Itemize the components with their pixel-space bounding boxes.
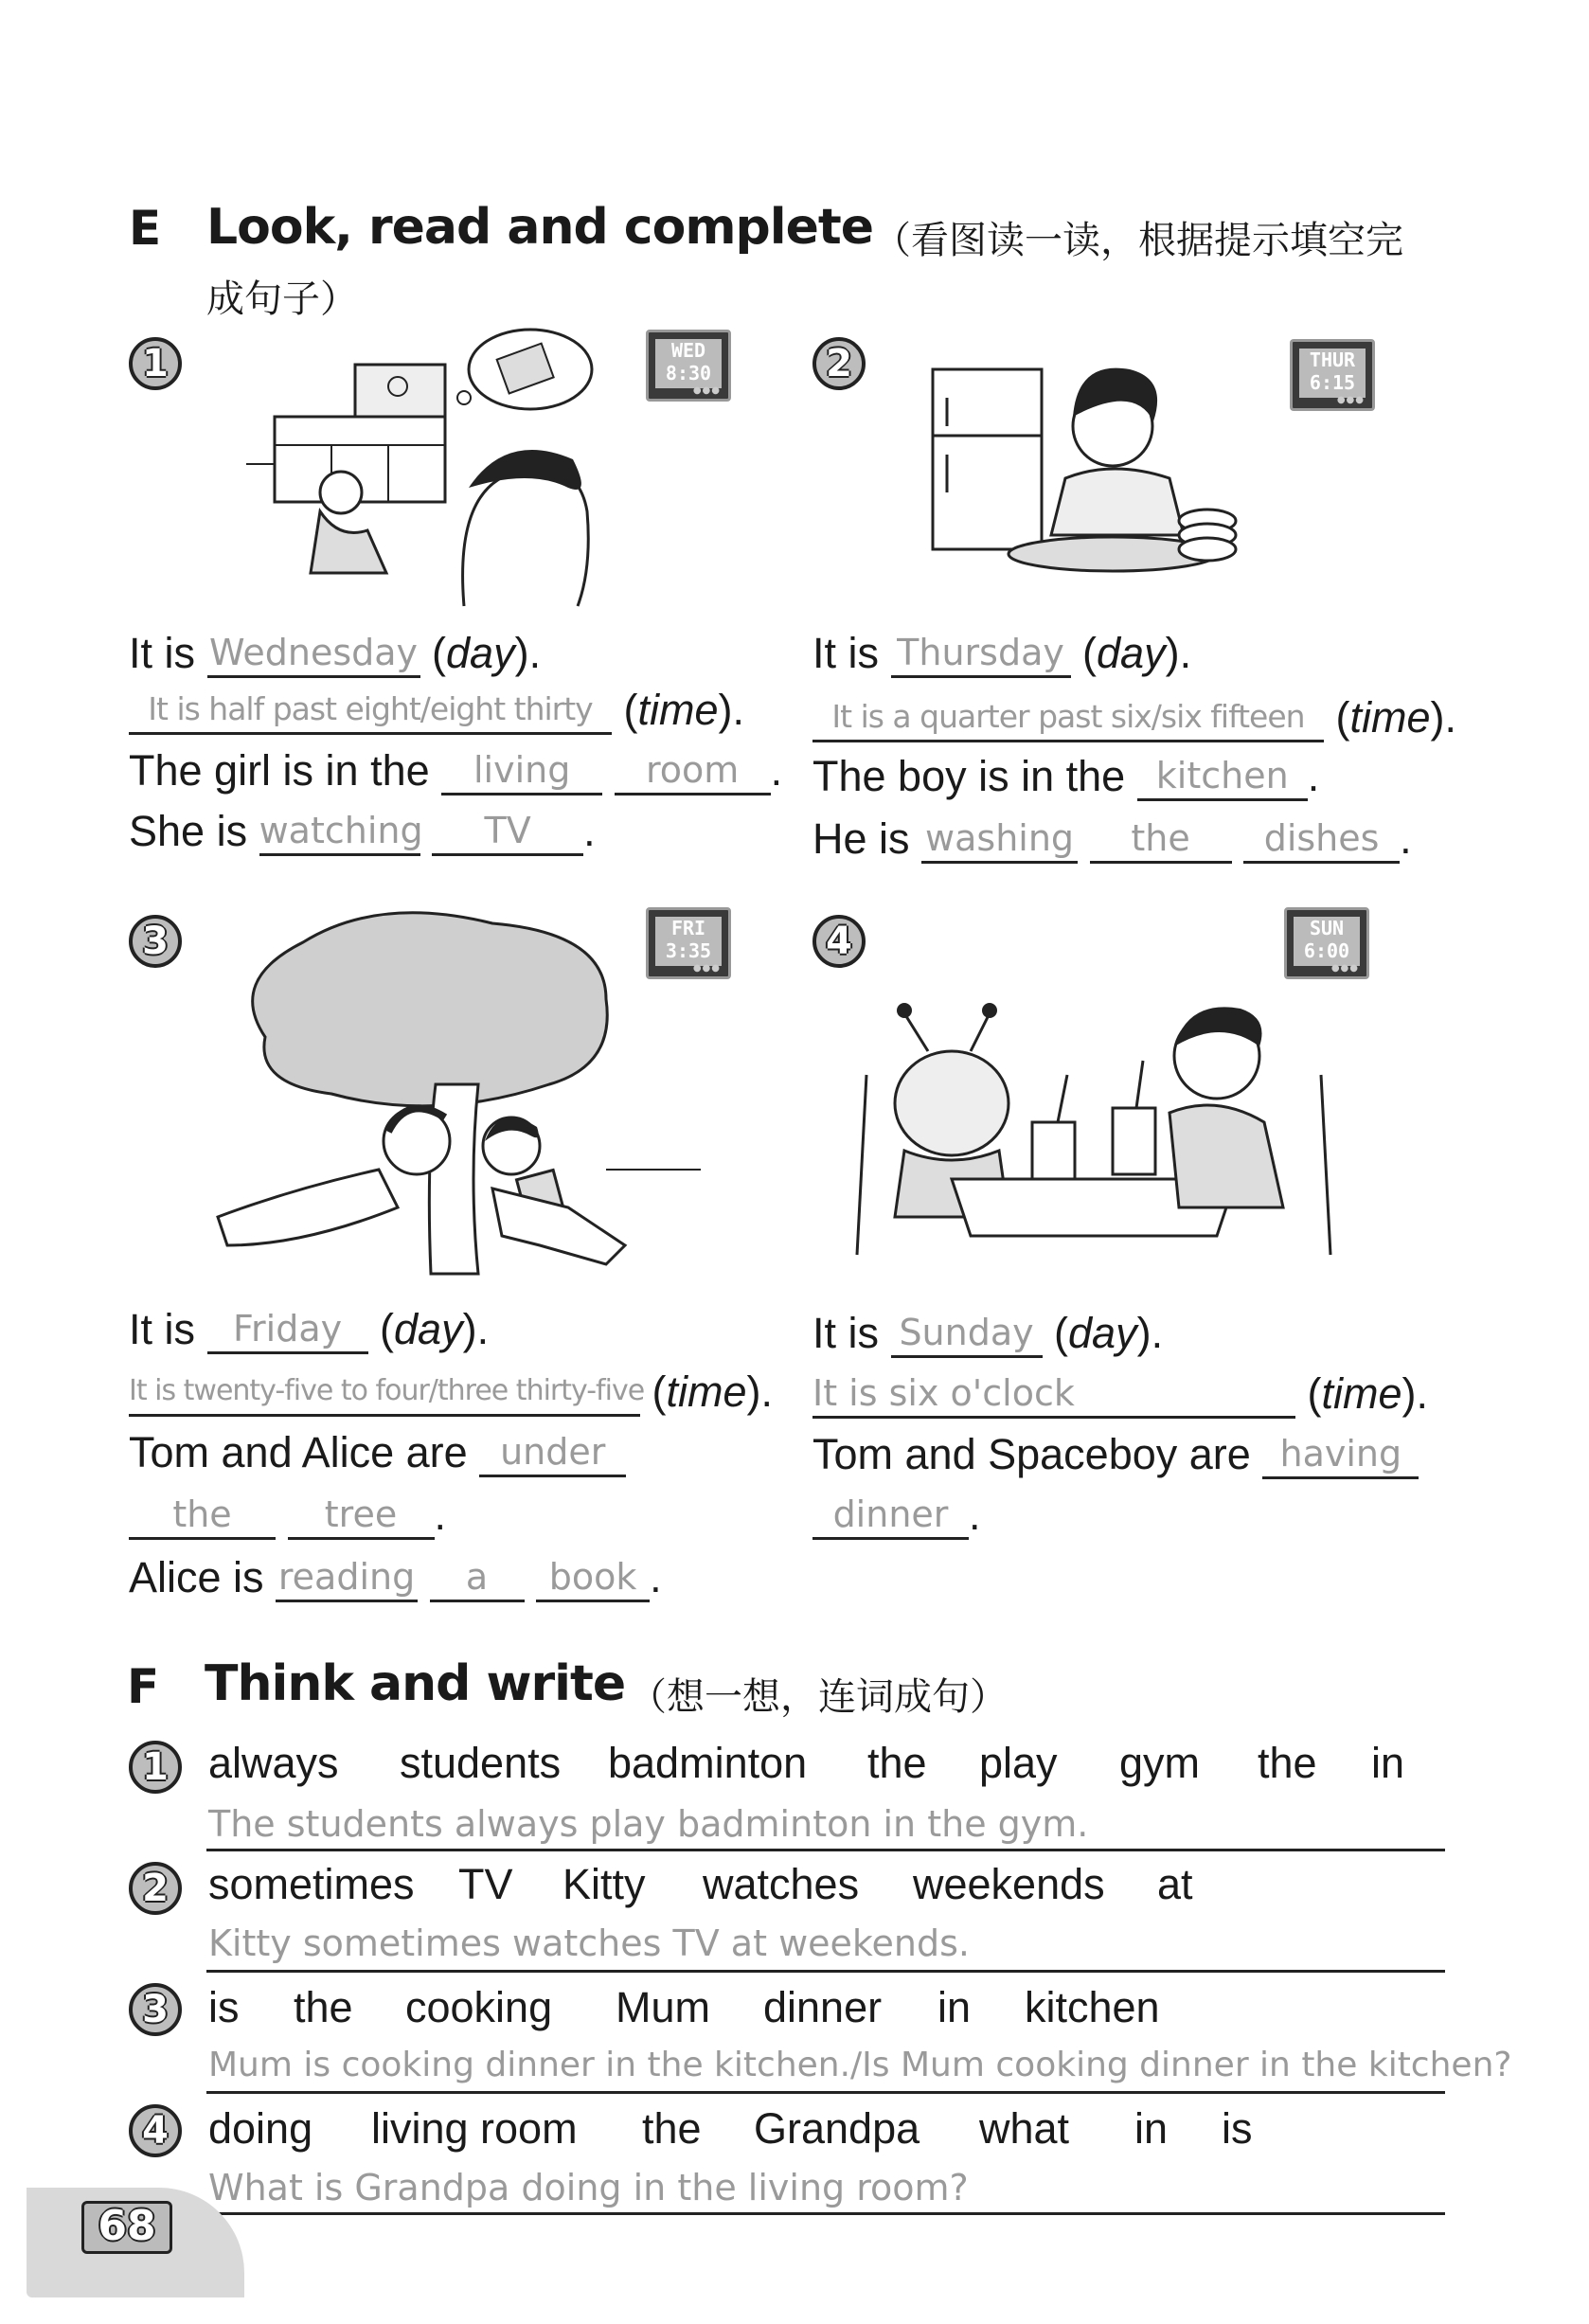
ex4-line-time: It is six o'clock (time).	[812, 1369, 1429, 1418]
f2-word: watches	[703, 1860, 860, 1908]
f1-word: in	[1371, 1739, 1405, 1787]
f3-word: is	[208, 1983, 240, 2031]
clock-3-icon: FRI 3:35 ●●●	[646, 907, 731, 979]
f1-answer-line	[206, 1849, 1445, 1851]
clock-3-time: 3:35	[665, 939, 712, 962]
f4-word: what	[979, 2104, 1070, 2153]
ex3-action-answer-3: book	[536, 1554, 650, 1602]
ex3-action-answer-1: reading	[276, 1554, 418, 1602]
f1-word: gym	[1119, 1739, 1201, 1787]
f3-word: Mum	[616, 1983, 710, 2031]
ex2-line-time: It is a quarter past six/six fifteen (time).	[812, 693, 1456, 742]
section-e-instruction-cont: 成句子）	[206, 277, 358, 321]
section-e-instruction: （看图读一读，根据提示填空完	[873, 219, 1403, 262]
kitchen-illustration	[923, 350, 1264, 587]
ex1-time-hint: time	[637, 686, 719, 734]
ex4-day-hint: day	[1068, 1309, 1137, 1357]
ex4-action-answer-2: dinner	[812, 1492, 969, 1540]
ex3-line-time: It is twenty-five to four/three thirty-five (time).	[129, 1368, 774, 1416]
ex2-day-answer: Thursday	[891, 630, 1071, 678]
ex3-time-answer: It is twenty-five to four/three thirty-five	[129, 1368, 640, 1417]
f1-word: always	[208, 1739, 339, 1787]
f4-word: doing	[208, 2104, 313, 2153]
clock-2-icon: THUR 6:15 ●●●	[1290, 339, 1375, 411]
ex2-action-answer-1: washing	[921, 815, 1078, 864]
ex4-time-hint: time	[1321, 1369, 1402, 1418]
f4-word: is	[1222, 2104, 1253, 2153]
ex4-line-action-cont: dinner .	[812, 1491, 981, 1540]
ex3-day-prefix: It is	[129, 1305, 196, 1353]
ex1-place-answer-1: living	[441, 747, 602, 796]
ex2-action-prefix: He is	[812, 814, 910, 863]
f2-word: weekends	[913, 1860, 1105, 1908]
ex1-line-time: It is half past eight/eight thirty (time).	[129, 686, 744, 735]
ex3-day-answer: Friday	[207, 1306, 368, 1354]
f3-word: dinner	[763, 1983, 883, 2031]
f4-word: Grandpa	[754, 2104, 920, 2153]
clock-4-icon: SUN 6:00 ●●●	[1284, 907, 1369, 979]
ex2-day-prefix: It is	[812, 629, 880, 677]
ex3-line-day: It is Friday (day).	[129, 1305, 490, 1353]
ex4-line-action	[812, 1430, 1419, 1479]
section-f-instruction: （想一想，连词成句）	[629, 1675, 1008, 1719]
ex1-place-prefix: The girl is in the	[129, 746, 430, 795]
ex1-action-answer-1: watching	[259, 808, 420, 856]
ex3-place-prefix: Tom and Alice are	[129, 1428, 468, 1476]
clock-2-day: THUR	[1309, 349, 1356, 371]
ex3-day-hint: day	[394, 1305, 463, 1353]
clock-4-day: SUN	[1309, 917, 1345, 939]
ex2-action-answer-3: dishes	[1243, 815, 1400, 864]
f1-word: badminton	[608, 1739, 808, 1787]
f2-word: sometimes	[208, 1860, 415, 1908]
ex1-line-day: It is Wednesday (day).	[129, 629, 542, 677]
ex4-action-prefix: Tom and Spaceboy are	[812, 1430, 1251, 1478]
ex3-action-answer-2: a	[430, 1554, 525, 1602]
f1-word: play	[979, 1739, 1058, 1787]
ex2-line-place: The boy is in the kitchen .	[812, 752, 1320, 800]
f-number-2: 2	[129, 1862, 182, 1915]
ex2-day-hint: day	[1097, 629, 1166, 677]
clock-1-icon: WED 8:30 ●●●	[646, 330, 731, 402]
f1-word: the	[867, 1739, 927, 1787]
f3-word: in	[937, 1983, 972, 2031]
ex1-line-action: She is watching TV .	[129, 807, 596, 855]
clock-1-day: WED	[670, 339, 706, 362]
ex4-day-answer: Sunday	[891, 1310, 1043, 1358]
f2-word: at	[1157, 1860, 1193, 1908]
ex3-action-prefix: Alice is	[129, 1553, 264, 1601]
clock-3-day: FRI	[670, 917, 706, 939]
living-room-illustration	[246, 322, 606, 616]
clock-2-time: 6:15	[1309, 371, 1356, 394]
page-number: 68	[81, 2201, 172, 2254]
f-number-3: 3	[129, 1983, 182, 2036]
f3-answer: Mum is cooking dinner in the kitchen./Is Mum cooking dinner in the kitchen?	[208, 2046, 1512, 2084]
ex2-place-answer: kitchen	[1137, 753, 1308, 801]
ex2-line-day: It is Thursday (day).	[812, 629, 1192, 677]
ex1-action-prefix: She is	[129, 807, 248, 855]
ex4-action-answer-1: having	[1262, 1431, 1419, 1479]
ex1-line-place: The girl is in the living room .	[129, 746, 783, 795]
clock-4-time: 6:00	[1303, 939, 1350, 962]
f4-word: living room	[371, 2104, 578, 2153]
section-e-title: Look, read and complete	[206, 199, 873, 256]
ex1-day-answer: Wednesday	[207, 630, 420, 678]
f-number-4: 4	[129, 2104, 182, 2157]
tree-park-illustration	[208, 904, 701, 1283]
ex1-place-answer-2: room	[615, 747, 771, 796]
exercise-number-3: 3	[129, 915, 182, 968]
ex1-time-answer: It is half past eight/eight thirty	[129, 687, 612, 735]
f2-word: TV	[458, 1860, 513, 1908]
f4-answer: What is Grandpa doing in the living room?	[208, 2167, 969, 2208]
ex3-line-place-cont: the tree .	[129, 1491, 446, 1540]
section-f-title: Think and write	[205, 1655, 626, 1712]
f3-answer-line	[206, 2091, 1445, 2094]
ex3-place-answer-1: under	[479, 1429, 626, 1477]
ex3-line-place	[129, 1428, 626, 1477]
ex2-line-action: He is washing the dishes .	[812, 814, 1412, 863]
f1-answer: The students always play badminton in the gym.	[208, 1803, 1089, 1845]
section-e-letter: E	[129, 201, 162, 256]
ex4-line-day: It is Sunday (day).	[812, 1309, 1164, 1357]
f3-word: cooking	[405, 1983, 553, 2031]
ex1-action-answer-2: TV	[432, 808, 583, 856]
ex3-place-answer-3: tree	[288, 1492, 435, 1540]
ex1-day-hint: day	[446, 629, 515, 677]
section-f-letter: F	[127, 1659, 160, 1714]
f1-word: students	[400, 1739, 562, 1787]
ex2-action-answer-2: the	[1090, 815, 1232, 864]
f2-answer: Kitty sometimes watches TV at weekends.	[208, 1922, 971, 1964]
exercise-number-4: 4	[812, 915, 866, 968]
f4-word: the	[642, 2104, 702, 2153]
f-number-1: 1	[129, 1741, 182, 1794]
ex4-time-answer: It is six o'clock	[812, 1370, 1295, 1419]
ex2-place-prefix: The boy is in the	[812, 752, 1126, 800]
f2-answer-line	[206, 1970, 1445, 1973]
ex3-time-hint: time	[666, 1368, 747, 1416]
f4-answer-line	[206, 2212, 1445, 2215]
f4-word: in	[1134, 2104, 1169, 2153]
ex4-day-prefix: It is	[812, 1309, 880, 1357]
f3-word: the	[294, 1983, 353, 2031]
f2-word: Kitty	[562, 1860, 646, 1908]
f1-word: the	[1258, 1739, 1317, 1787]
ex1-day-prefix: It is	[129, 629, 196, 677]
ex3-line-action: Alice is reading a book .	[129, 1553, 662, 1601]
exercise-number-1: 1	[129, 337, 182, 390]
exercise-number-2: 2	[812, 337, 866, 390]
clock-1-time: 8:30	[665, 362, 712, 384]
dinner-table-illustration	[848, 999, 1340, 1264]
f3-word: kitchen	[1025, 1983, 1160, 2031]
ex3-place-answer-2: the	[129, 1492, 276, 1540]
ex2-time-answer: It is a quarter past six/six fifteen	[812, 694, 1324, 742]
ex2-time-hint: time	[1349, 693, 1431, 742]
